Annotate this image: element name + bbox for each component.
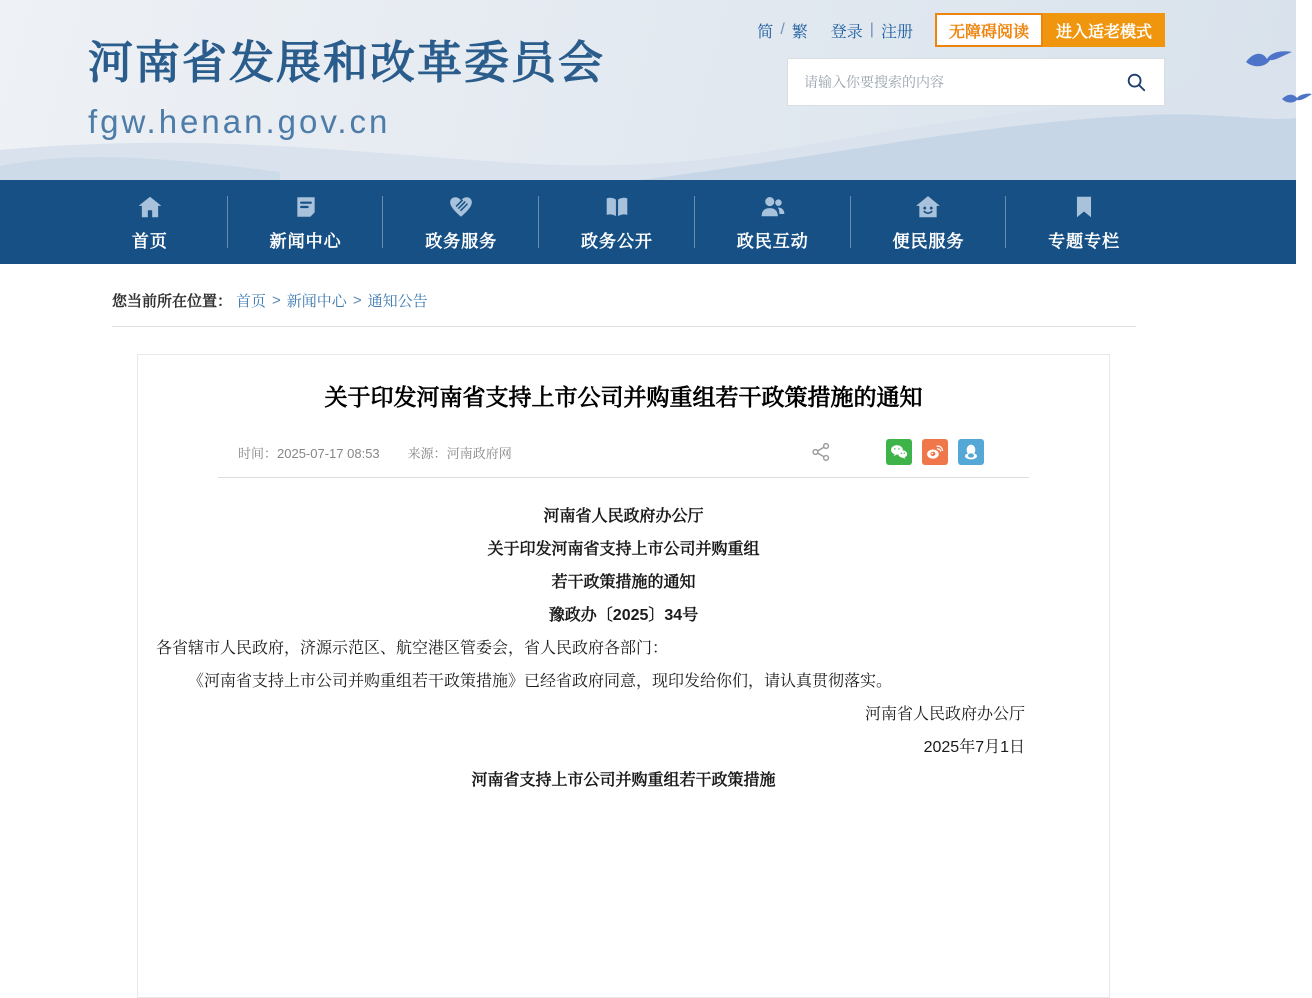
share-bar — [810, 439, 984, 465]
meta-source-value: 河南政府网 — [446, 445, 512, 461]
lang-separator: / — [780, 21, 785, 38]
meta-time-label: 时间： — [238, 445, 278, 461]
wechat-share-button[interactable] — [886, 439, 912, 465]
nav-item-label: 政务公开 — [581, 232, 654, 251]
handshake-heart-icon — [448, 194, 474, 220]
meta-divider — [218, 477, 1029, 478]
lang-simplified-link[interactable]: 简 — [757, 23, 774, 41]
nav-item-label: 专题专栏 — [1048, 232, 1121, 251]
breadcrumb-label: 您当前所在位置： — [112, 293, 233, 310]
meta-source-label: 来源： — [407, 445, 447, 461]
nav-item-home[interactable] — [72, 180, 228, 264]
utility-bar — [757, 13, 1165, 47]
main-nav — [0, 180, 1296, 264]
nav-item-label: 便民服务 — [892, 232, 965, 251]
article-container — [137, 354, 1110, 998]
site-logo[interactable] — [88, 26, 605, 141]
doc-addressee-line: 各省辖市人民政府，济源示范区、航空港区管委会，省人民政府各部门： — [156, 640, 669, 657]
bird-icon — [1244, 48, 1294, 74]
nav-item-label: 政民互动 — [736, 232, 809, 251]
elder-mode-button[interactable]: 进入适老模式 — [1043, 13, 1165, 47]
breadcrumb-divider — [112, 326, 1136, 327]
doc-title-line-2: 若干政策措施的通知 — [551, 574, 696, 591]
nav-item-convenience-services[interactable] — [851, 180, 1007, 264]
bird-icon-partial — [1282, 92, 1312, 104]
weibo-share-button[interactable] — [922, 439, 948, 465]
doc-title-line-1: 关于印发河南省支持上市公司并购重组 — [487, 541, 760, 558]
register-link[interactable]: 注册 — [880, 23, 913, 41]
doc-attachment-title: 河南省支持上市公司并购重组若干政策措施 — [471, 772, 776, 789]
breadcrumb-notices[interactable]: 通知公告 — [367, 293, 428, 310]
utility-links — [757, 19, 913, 42]
wechat-icon — [889, 442, 909, 462]
search-box — [787, 58, 1165, 106]
lang-traditional-link[interactable]: 繁 — [791, 23, 808, 41]
auth-separator: | — [869, 21, 874, 38]
breadcrumb-home[interactable]: 首页 — [236, 293, 267, 310]
accessibility-button[interactable]: 无障碍阅读 — [935, 13, 1043, 47]
weibo-icon — [925, 442, 945, 462]
search-icon[interactable] — [1124, 70, 1148, 94]
search-input[interactable] — [804, 74, 1124, 90]
smiling-house-icon — [915, 194, 941, 220]
breadcrumb-separator: > — [352, 292, 362, 309]
nav-item-label: 首页 — [131, 232, 168, 251]
bookmark-icon — [1071, 194, 1097, 220]
article-body — [156, 500, 1091, 797]
meta-time-value: 2025-07-17 08:53 — [277, 445, 380, 461]
nav-item-special-topics[interactable] — [1006, 180, 1162, 264]
site-header — [0, 0, 1296, 180]
article-meta — [218, 439, 1029, 465]
nav-item-gov-disclosure[interactable] — [539, 180, 695, 264]
nav-item-label: 政务服务 — [425, 232, 498, 251]
nav-item-label: 新闻中心 — [269, 232, 342, 251]
doc-date-line: 2025年7月1日 — [923, 739, 1025, 756]
qq-share-button[interactable] — [958, 439, 984, 465]
doc-paragraph: 《河南省支持上市公司并购重组若干政策措施》已经省政府同意，现印发给你们，请认真贯彻落实。 — [188, 673, 893, 690]
login-link[interactable]: 登录 — [830, 23, 863, 41]
news-icon — [293, 194, 319, 220]
breadcrumb — [0, 264, 1296, 311]
nav-item-news-center[interactable] — [228, 180, 384, 264]
site-domain: fgw.henan.gov.cn — [88, 103, 391, 140]
doc-number-line: 豫政办〔2025〕34号 — [548, 607, 699, 624]
home-icon — [137, 194, 163, 220]
breadcrumb-news-center[interactable]: 新闻中心 — [286, 293, 347, 310]
doc-signature-line: 河南省人民政府办公厅 — [864, 706, 1025, 723]
doc-issuer-line: 河南省人民政府办公厅 — [543, 508, 704, 525]
people-icon — [760, 194, 786, 220]
qq-icon — [961, 442, 981, 462]
article-title: 关于印发河南省支持上市公司并购重组若干政策措施的通知 — [324, 384, 923, 410]
share-nodes-icon[interactable] — [810, 441, 832, 463]
nav-item-public-interaction[interactable] — [695, 180, 851, 264]
nav-item-gov-services[interactable] — [383, 180, 539, 264]
open-book-icon — [604, 194, 630, 220]
breadcrumb-separator: > — [272, 292, 281, 309]
site-title: 河南省发展和改革委员会 — [88, 37, 606, 88]
